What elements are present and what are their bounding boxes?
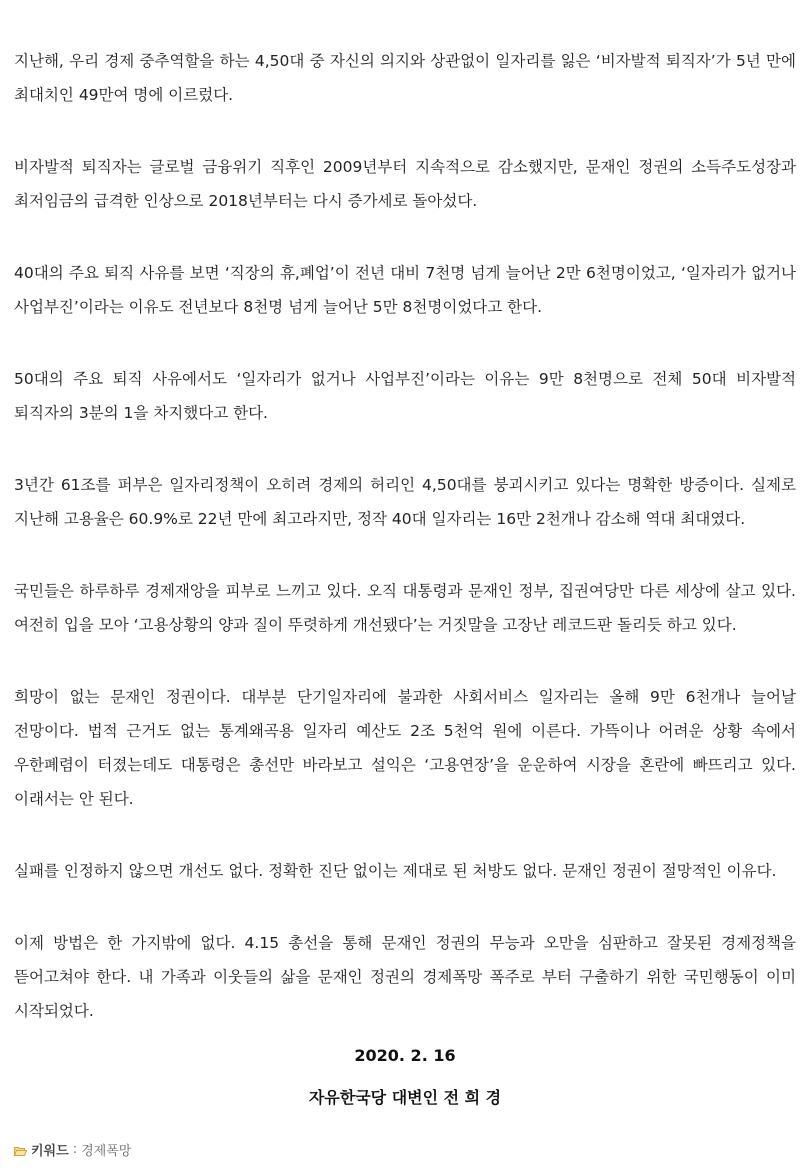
article-body — [14, 44, 796, 1066]
keyword-separator: : — [72, 1142, 78, 1157]
statement-author: 자유한국당 대변인 전 희 경 — [308, 1088, 502, 1107]
paragraph-3: 40대의 주요 퇴직 사유를 보면 ‘직장의 휴,폐업’이 전년 대비 7천명 넘게 늘어난 2만 6천명이었고, ‘일자리가 없거나 사업부진’이라는 이유도 전년보다 8천명 넘게 늘어난 5만 8천명이었다고 한다. — [14, 264, 796, 316]
paragraph-4: 50대의 주요 퇴직 사유에서도 ‘일자리가 없거나 사업부진’이라는 이유는 9만 8천명으로 전체 50대 비자발적 퇴직자의 3분의 1을 차지했다고 한다. — [14, 370, 796, 422]
paragraph-7: 희망이 없는 문재인 정권이다. 대부분 단기일자리에 불과한 사회서비스 일자리는 올해 9만 6천개나 늘어날 전망이다. 법적 근거도 없는 통계왜곡용 일자리 예산도 2조 5천억 원에 이른다. 가뜩이나 어려운 상황 속에서 우한폐렴이 터졌는데도 대통령은 총선만 바라보고 설익은 ‘고용연장’을 운운하여 시장을 혼란에 빠뜨리고 있다. 이래서는 안 된다. — [14, 688, 796, 808]
keyword-row — [14, 1140, 131, 1159]
folder-icon — [14, 1145, 27, 1155]
paragraph-9: 이제 방법은 한 가지밖에 없다. 4.15 총선을 통해 문재인 정권의 무능과 오만을 심판하고 잘못된 경제정책을 뜯어고쳐야 한다. 내 가족과 이웃들의 삶을 문재인 정권의 경제폭망 폭주로 부터 구출하기 위한 국민행동이 이미 시작되었다. — [14, 934, 796, 1020]
paragraph-5: 3년간 61조를 퍼부은 일자리정책이 오히려 경제의 허리인 4,50대를 붕괴시키고 있다는 명확한 방증이다. 실제로 지난해 고용율은 60.9%로 22년 만에 최고라지만, 정작 40대 일자리는 16만 2천개나 감소해 역대 최대였다. — [14, 476, 796, 528]
keyword-link[interactable]: 경제폭망 — [81, 1144, 132, 1159]
paragraph-2: 비자발적 퇴직자는 글로벌 금융위기 직후인 2009년부터 지속적으로 감소했지만, 문재인 정권의 소득주도성장과 최저임금의 급격한 인상으로 2018년부터는 다시 증가세로 돌아섰다. — [14, 158, 796, 210]
paragraph-8: 실패를 인정하지 않으면 개선도 없다. 정확한 진단 없이는 제대로 된 처방도 없다. 문재인 정권이 절망적인 이유다. — [14, 862, 777, 880]
paragraph-1: 지난해, 우리 경제 중추역할을 하는 4,50대 중 자신의 의지와 상관없이 일자리를 잃은 ‘비자발적 퇴직자’가 5년 만에 최대치인 49만여 명에 이르렀다. — [14, 52, 796, 104]
paragraph-6: 국민들은 하루하루 경제재앙을 피부로 느끼고 있다. 오직 대통령과 문재인 정부, 집권여당만 다른 세상에 살고 있다. 여전히 입을 모아 ‘고용상황의 양과 질이 뚜렷하게 개선됐다’는 거짓말을 고장난 레코드판 돌리듯 하고 있다. — [14, 582, 796, 634]
keyword-label: 키워드 — [31, 1144, 69, 1159]
statement-date: 2020. 2. 16 — [354, 1046, 456, 1065]
